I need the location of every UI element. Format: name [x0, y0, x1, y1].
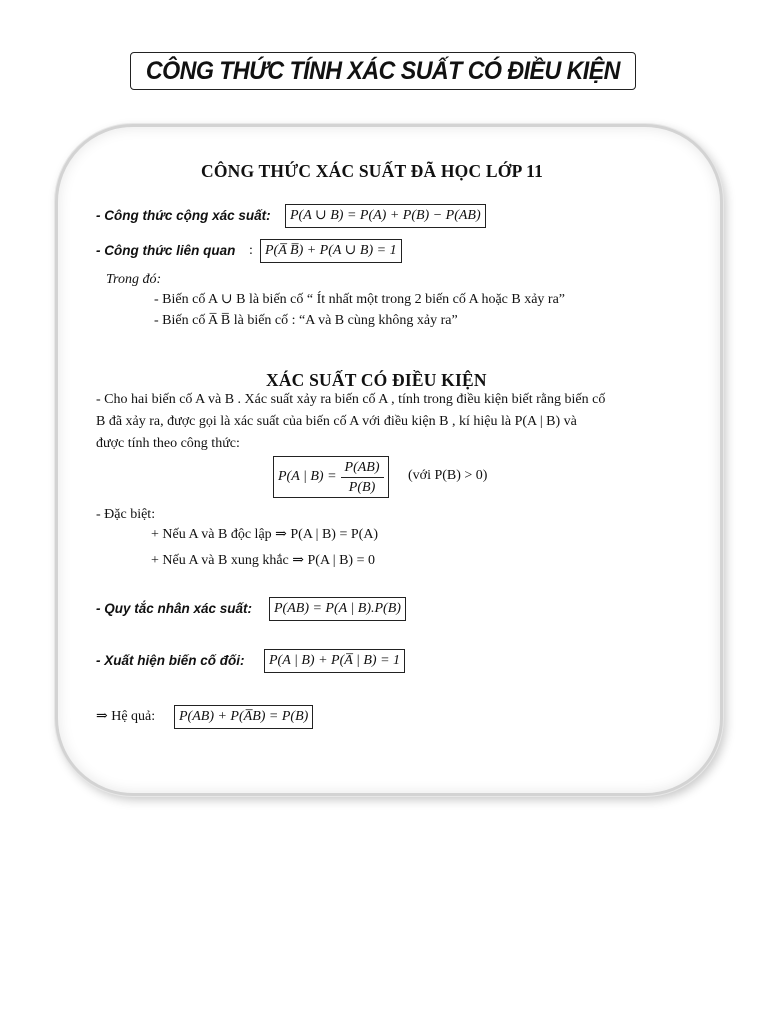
formula-lhs: P(A | B) = [278, 469, 337, 484]
page-title: CÔNG THỨC TÍNH XÁC SUẤT CÓ ĐIỀU KIỆN [145, 56, 621, 85]
corollary-formula: P(AB) + P(A̅B) = P(B) [174, 705, 313, 729]
formula-fraction [341, 458, 384, 497]
rule3-label: - Quy tắc nhân xác suất: [96, 601, 253, 616]
rule2-formula: P(A̅ B̅) + P(A ∪ B) = 1 [260, 239, 402, 263]
special-case-independent: + Nếu A và B độc lập ⇒ P(A | B) = P(A) [151, 527, 379, 542]
note2: - Biến cố A̅ B̅ là biến cố : “A và B cùng không xảy ra” [154, 313, 458, 328]
rule1-formula: P(A ∪ B) = P(A) + P(B) − P(AB) [285, 204, 486, 228]
formula-denominator: P(B) [348, 479, 376, 495]
formula-numerator: P(AB) [341, 458, 384, 478]
rule2-colon: : [249, 243, 253, 258]
definition-line3: được tính theo công thức: [96, 436, 240, 451]
definition-line2: B đã xảy ra, được gọi là xác suất của biến cố A với điều kiện B , kí hiệu là P(A | B) và [96, 414, 577, 429]
rule4-formula: P(A | B) + P(A̅ | B) = 1 [264, 649, 405, 673]
rule1-label: - Công thức cộng xác suất: [96, 208, 271, 223]
rule3-formula: P(AB) = P(A | B).P(B) [269, 597, 406, 621]
note1: - Biến cố A ∪ B là biến cố “ Ít nhất một trong 2 biến cố A hoặc B xảy ra” [154, 292, 566, 307]
corollary-label: ⇒ Hệ quả: [96, 709, 156, 724]
special-label: - Đặc biệt: [96, 507, 156, 522]
rule4-label: - Xuất hiện biến cố đối: [96, 653, 245, 668]
section2-heading: XÁC SUẤT CÓ ĐIỀU KIỆN [266, 370, 487, 390]
section1-heading: CÔNG THỨC XÁC SUẤT ĐÃ HỌC LỚP 11 [201, 161, 544, 181]
where-label: Trong đó: [106, 272, 162, 287]
definition-line1: - Cho hai biến cố A và B . Xác suất xảy ra biến cố A , tính trong điều kiện biết rằng biến cố [96, 392, 606, 407]
title-box [130, 52, 636, 90]
formula-condition: (với P(B) > 0) [408, 468, 488, 483]
rule2-label: - Công thức liên quan [96, 243, 236, 258]
conditional-formula [273, 456, 389, 498]
special-case-exclusive: + Nếu A và B xung khắc ⇒ P(A | B) = 0 [151, 553, 375, 568]
